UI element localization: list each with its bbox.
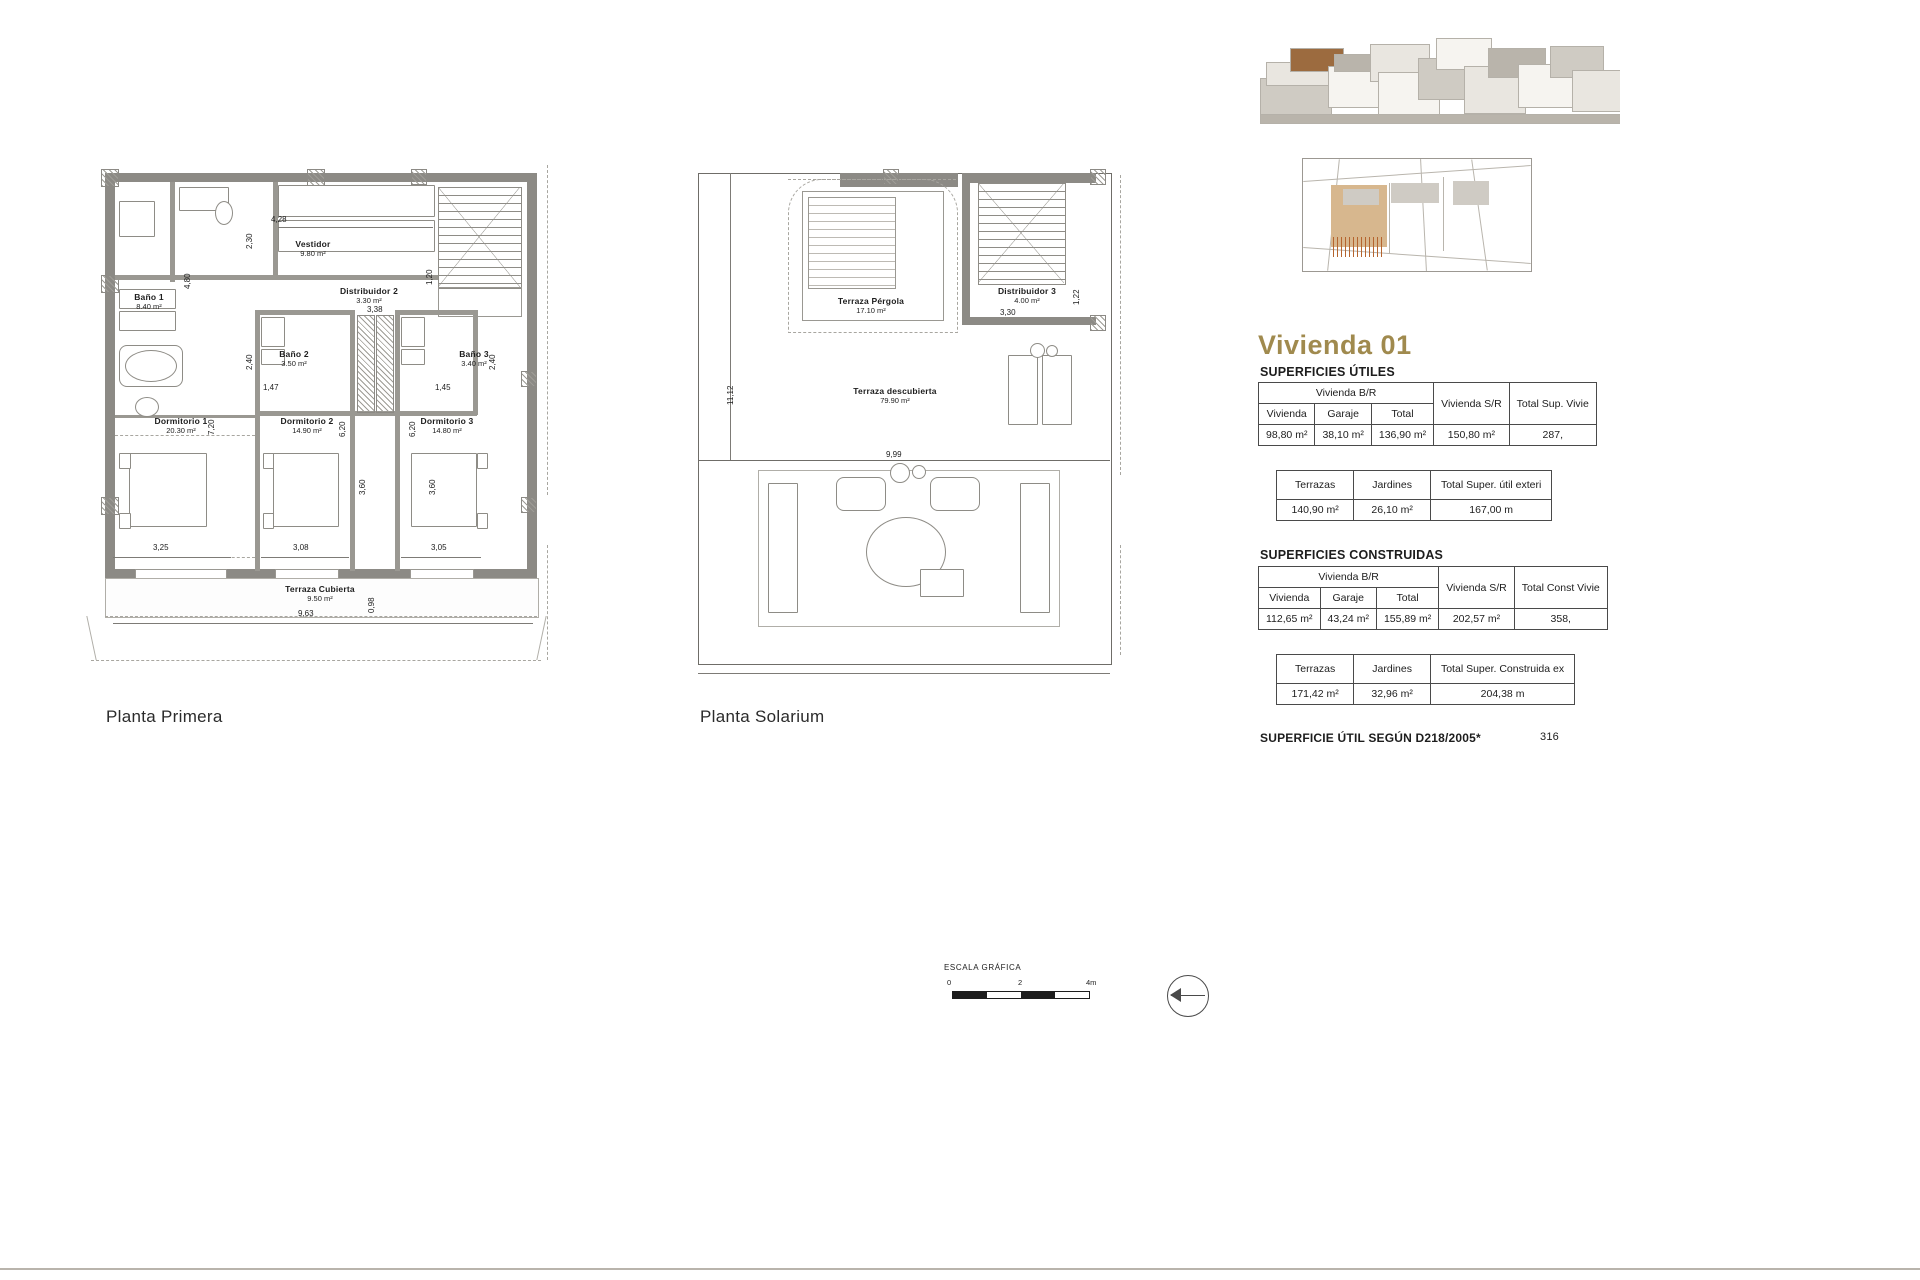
dimension-3-05: 3,05 [431,543,447,552]
interior-wall [255,310,260,415]
table-superficies-construidas [1258,566,1608,630]
col-vivienda-construida: Vivienda [1259,588,1321,609]
table-row [1259,425,1597,446]
toilet [135,397,159,417]
dimension-0-98: 0,98 [367,597,376,613]
bed-dormitorio-2 [273,453,339,527]
footer-value-superficie-util: 316 [1540,731,1559,743]
pillar [521,371,537,387]
interior-wall [395,416,400,571]
nightstand [119,453,131,469]
group-header-br-construida: Vivienda B/R [1259,567,1439,588]
interior-wall [115,275,275,280]
value-total-construida: 155,89 m² [1376,609,1438,630]
dimension-7-20: 7,20 [207,419,216,435]
col-jardines: Jardines [1354,471,1431,500]
panel-title: Vivienda 01 [1258,330,1412,360]
dimension-2-40-right: 2,40 [488,354,497,370]
interior-wall [278,275,438,280]
dimension-line [261,557,349,558]
nightstand [263,453,274,469]
value-sr-util: 150,80 m² [1434,425,1510,446]
sofa-right [1020,483,1050,613]
planter [912,465,926,479]
pillar [411,169,427,185]
dimension-6-20-left: 6,20 [338,421,347,437]
plan-planta-primera [95,165,565,695]
caption-planta-primera: Planta Primera [106,707,223,726]
dimension-9-99: 9,99 [886,450,902,459]
dimension-2-30: 2,30 [245,233,254,249]
col-terrazas-construida: Terrazas [1277,655,1354,684]
dimension-line [698,673,1110,674]
dimension-3-60-right: 3,60 [428,479,437,495]
pillar [1090,169,1106,185]
guide-line [1120,175,1121,475]
table-row [1259,609,1608,630]
dimension-4-28: 4,28 [271,215,287,224]
site-plan-thumbnail [1302,158,1532,272]
armchair [836,477,886,511]
room-label-dormitorio-2: Dormitorio 2 14.90 m² [280,416,334,435]
dimension-9-63: 9,63 [298,609,314,618]
building-3d-thumbnail [1250,18,1620,138]
plan-planta-solarium [690,165,1130,685]
col-jardines-construida: Jardines [1354,655,1431,684]
pillar [1090,315,1106,331]
stair-wall-left [962,173,970,325]
room-label-bano-1: Baño 1 8.40 m² [134,292,164,311]
interior-wall [350,310,355,415]
room-label-terraza-pergola: Terraza Pérgola 17.10 m² [837,296,905,315]
north-arrow-icon [1167,975,1209,1017]
dimension-line [113,557,231,558]
scale-title: ESCALA GRÁFICA [944,963,1022,972]
guide-line [547,165,548,495]
col-total-construida: Total [1376,588,1438,609]
sun-lounger [1042,355,1072,425]
group-header-sr-construida: Vivienda S/R [1439,567,1515,609]
wardrobe [357,315,375,413]
dimension-1-45: 1,45 [435,383,451,392]
group-header-total-construida: Total Const Vivie [1514,567,1607,609]
dimension-3-08: 3,08 [293,543,309,552]
value-jardines-util: 26,10 m² [1354,500,1431,521]
scale-tick-4m: 4m [1086,978,1097,987]
table-row [1277,684,1575,705]
interior-wall [255,416,260,571]
sun-lounger [1008,355,1038,425]
value-garaje-construida: 43,24 m² [1320,609,1376,630]
stair-wall-top [962,173,1096,183]
sofa-left [768,483,798,613]
dimension-2-40-left: 2,40 [245,354,254,370]
value-total-util-exterior: 167,00 m [1430,500,1551,521]
room-label-dormitorio-1: Dormitorio 1 20.30 m² [154,416,208,435]
solarium-mid-divider [698,460,1110,461]
guide-line [547,545,548,660]
section-title-construidas: SUPERFICIES CONSTRUIDAS [1260,548,1444,562]
nightstand [119,513,131,529]
stair-landing [438,287,522,317]
value-total-vivienda-util: 287, [1509,425,1596,446]
exterior-wall-left [105,173,115,578]
room-label-distribuidor-2: Distribuidor 2 3.30 m² [339,286,399,305]
dimension-1-20: 1,20 [425,269,434,285]
room-label-dormitorio-3: Dormitorio 3 14.80 m² [420,416,474,435]
room-label-bano-2: Baño 2 3.50 m² [279,349,309,368]
value-garaje-util: 38,10 m² [1315,425,1371,446]
staircase-void [438,187,520,287]
side-table-square [920,569,964,597]
pillar [521,497,537,513]
pillar [883,169,899,185]
table-construidas-exteriores [1276,654,1575,705]
dimension-line [113,623,533,624]
col-garaje-construida: Garaje [1320,588,1376,609]
dimension-6-20-right: 6,20 [408,421,417,437]
footer-label-superficie-util: SUPERFICIE ÚTIL SEGÚN D218/2005* [1260,731,1481,745]
dimension-3-38: 3,38 [367,305,383,314]
table-row [1277,500,1552,521]
guide-line [1120,545,1121,655]
col-garaje: Garaje [1315,404,1371,425]
shower-tray [401,317,425,347]
caption-planta-solarium: Planta Solarium [700,707,825,726]
interior-wall [350,416,355,571]
room-label-bano-3: Baño 3 3.40 m² [459,349,489,368]
dimension-3-30: 3,30 [1000,308,1016,317]
side-table [1046,345,1058,357]
shower-tray [261,317,285,347]
room-label-distribuidor-3: Distribuidor 3 4.00 m² [997,286,1057,305]
stair-wall-bottom [962,317,1096,325]
dimension-line [730,173,731,460]
value-sr-construida: 202,57 m² [1439,609,1515,630]
value-total-util: 136,90 m² [1371,425,1433,446]
group-header-br: Vivienda B/R [1259,383,1434,404]
col-total-construida-exterior: Total Super. Construida ex [1430,655,1574,684]
dimension-11-12: 11,12 [726,385,735,405]
pergola-slats [808,197,896,289]
room-label-vestidor: Vestidor 9.80 m² [295,239,331,258]
shower-tray [119,201,155,237]
group-header-total: Total Sup. Vivie [1509,383,1596,425]
closet-unit [278,185,435,217]
value-terrazas-construida: 171,42 m² [1277,684,1354,705]
value-jardines-construida: 32,96 m² [1354,684,1431,705]
dimension-1-22: 1,22 [1072,289,1081,305]
scale-tick-2: 2 [1018,978,1023,987]
value-terrazas-util: 140,90 m² [1277,500,1354,521]
interior-wall [255,310,350,315]
section-title-utiles: SUPERFICIES ÚTILES [1260,365,1395,379]
group-header-sr: Vivienda S/R [1434,383,1510,425]
pillar [101,497,119,515]
dimension-4-80: 4,80 [183,273,192,289]
room-label-terraza-descubierta: Terraza descubierta 79.90 m² [853,386,937,405]
side-table [1030,343,1045,358]
wardrobe [376,315,394,413]
terrace-outline-lower [91,660,541,661]
value-vivienda-util: 98,80 m² [1259,425,1315,446]
terrace-edge-dashed [105,616,537,617]
bathtub-inner [125,350,177,382]
interior-wall [170,182,175,282]
bed-dormitorio-3 [411,453,477,527]
room-label-terraza-cubierta: Terraza Cubierta 9.50 m² [285,584,355,603]
dimension-3-60-left: 3,60 [358,479,367,495]
col-total: Total [1371,404,1433,425]
dimension-1-47: 1,47 [263,383,279,392]
wc-bowl [215,201,233,225]
sheet-bottom-rule [0,1268,1920,1270]
col-terrazas: Terrazas [1277,471,1354,500]
col-vivienda: Vivienda [1259,404,1315,425]
sink-counter [119,311,176,331]
scale-tick-0: 0 [947,978,952,987]
pillar [101,169,119,187]
nightstand [263,513,274,529]
col-total-util-exterior: Total Super. útil exteri [1430,471,1551,500]
table-superficies-utiles [1258,382,1597,446]
value-vivienda-construida: 112,65 m² [1259,609,1321,630]
dimension-line [278,227,433,228]
armchair [930,477,980,511]
dimension-3-25: 3,25 [153,543,169,552]
value-total-vivienda-construida: 358, [1514,609,1607,630]
graphic-scale-bar [952,991,1090,999]
nightstand [477,513,488,529]
dimension-line [401,557,481,558]
sink-counter [401,349,425,365]
staircase-void [978,183,1064,283]
table-utiles-exteriores [1276,470,1552,521]
interior-wall [395,310,400,415]
planter [890,463,910,483]
bed-dormitorio-1 [129,453,207,527]
value-total-construida-exterior: 204,38 m [1430,684,1574,705]
nightstand [477,453,488,469]
